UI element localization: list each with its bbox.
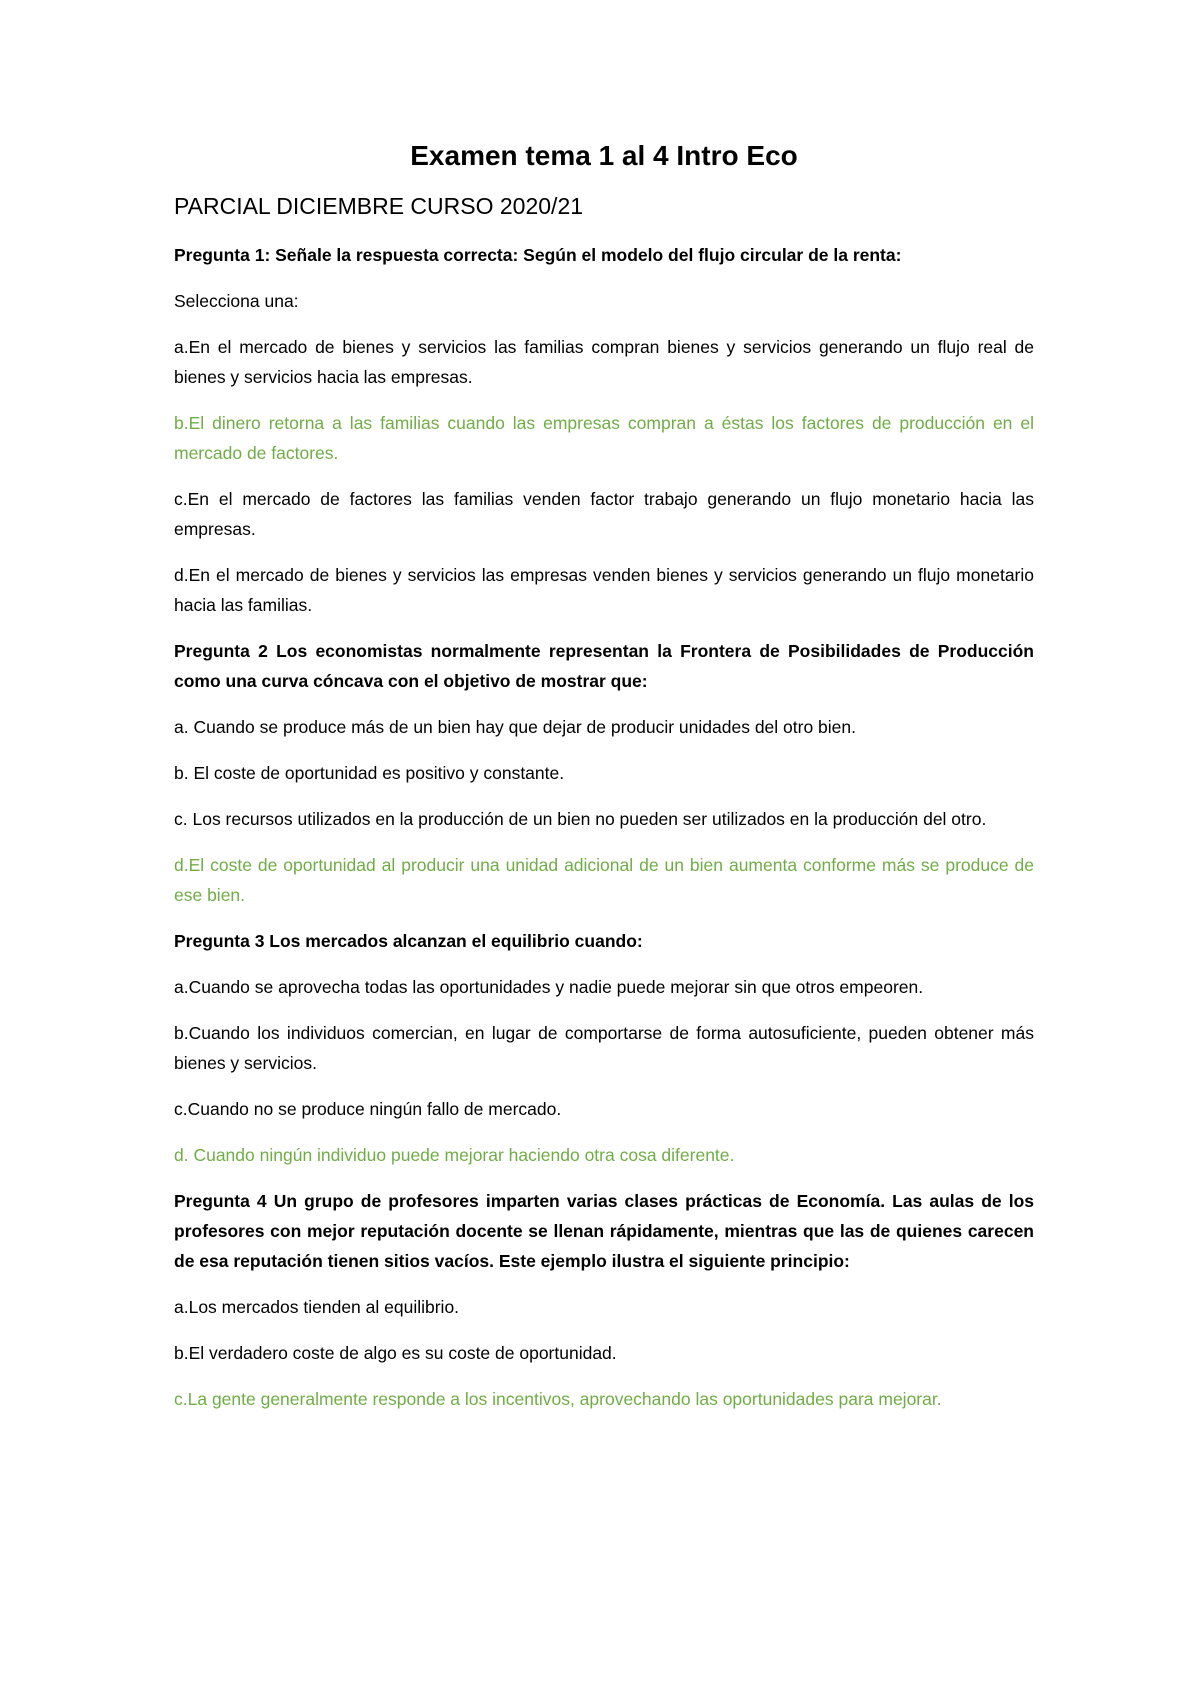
- question-3-option-b: b.Cuando los individuos comercian, en lugar de comportarse de forma autosuficiente, pueden obtener más bienes y servicios.: [174, 1023, 1034, 1074]
- question-2-option-b: b. El coste de oportunidad es positivo y constante.: [174, 763, 565, 784]
- document-title: Examen tema 1 al 4 Intro Eco: [410, 140, 798, 171]
- question-1-instruction: Selecciona una:: [174, 291, 299, 312]
- question-2-option-a: a. Cuando se produce más de un bien hay que dejar de producir unidades del otro bien.: [174, 717, 856, 738]
- question-4-option-b: b.El verdadero coste de algo es su coste de oportunidad.: [174, 1343, 617, 1364]
- question-1-option-b-correct: b.El dinero retorna a las familias cuando las empresas compran a éstas los factores de producción en el mercado de factores.: [174, 413, 1034, 464]
- question-4-option-c-correct: c.La gente generalmente responde a los incentivos, aprovechando las oportunidades para mejorar.: [174, 1389, 942, 1410]
- question-2-prompt: Pregunta 2 Los economistas normalmente representan la Frontera de Posibilidades de Producción como una curva cóncava con el objetivo de mostrar que:: [174, 641, 1034, 692]
- question-3-option-c: c.Cuando no se produce ningún fallo de mercado.: [174, 1099, 562, 1120]
- question-4-prompt: Pregunta 4 Un grupo de profesores imparten varias clases prácticas de Economía. Las aulas de los profesores con mejor reputación docente se llenan rápidamente, mientras que las de quienes carecen de esa reputación tienen sitios vacíos. Este ejemplo ilustra el siguiente principio:: [174, 1191, 1034, 1272]
- question-1-option-d: d.En el mercado de bienes y servicios las empresas venden bienes y servicios generando un flujo monetario hacia las familias.: [174, 565, 1034, 616]
- question-1-option-a: a.En el mercado de bienes y servicios las familias compran bienes y servicios generando un flujo real de bienes y servicios hacia las empresas.: [174, 337, 1034, 388]
- question-3-option-a: a.Cuando se aprovecha todas las oportunidades y nadie puede mejorar sin que otros empeoren.: [174, 977, 924, 998]
- question-3-option-d-correct: d. Cuando ningún individuo puede mejorar haciendo otra cosa diferente.: [174, 1145, 735, 1166]
- question-2-option-c: c. Los recursos utilizados en la producción de un bien no pueden ser utilizados en la producción del otro.: [174, 809, 987, 830]
- question-4-option-a: a.Los mercados tienden al equilibrio.: [174, 1297, 460, 1318]
- question-1-option-c: c.En el mercado de factores las familias venden factor trabajo generando un flujo monetario hacia las empresas.: [174, 489, 1034, 540]
- document-page: [174, 138, 1034, 1430]
- document-subtitle: PARCIAL DICIEMBRE CURSO 2020/21: [174, 193, 584, 220]
- question-1-prompt: Pregunta 1: Señale la respuesta correcta: Según el modelo del flujo circular de la renta:: [174, 245, 902, 266]
- question-2-option-d-correct: d.El coste de oportunidad al producir una unidad adicional de un bien aumenta conforme más se produce de ese bien.: [174, 855, 1034, 906]
- question-3-prompt: Pregunta 3 Los mercados alcanzan el equilibrio cuando:: [174, 931, 643, 952]
